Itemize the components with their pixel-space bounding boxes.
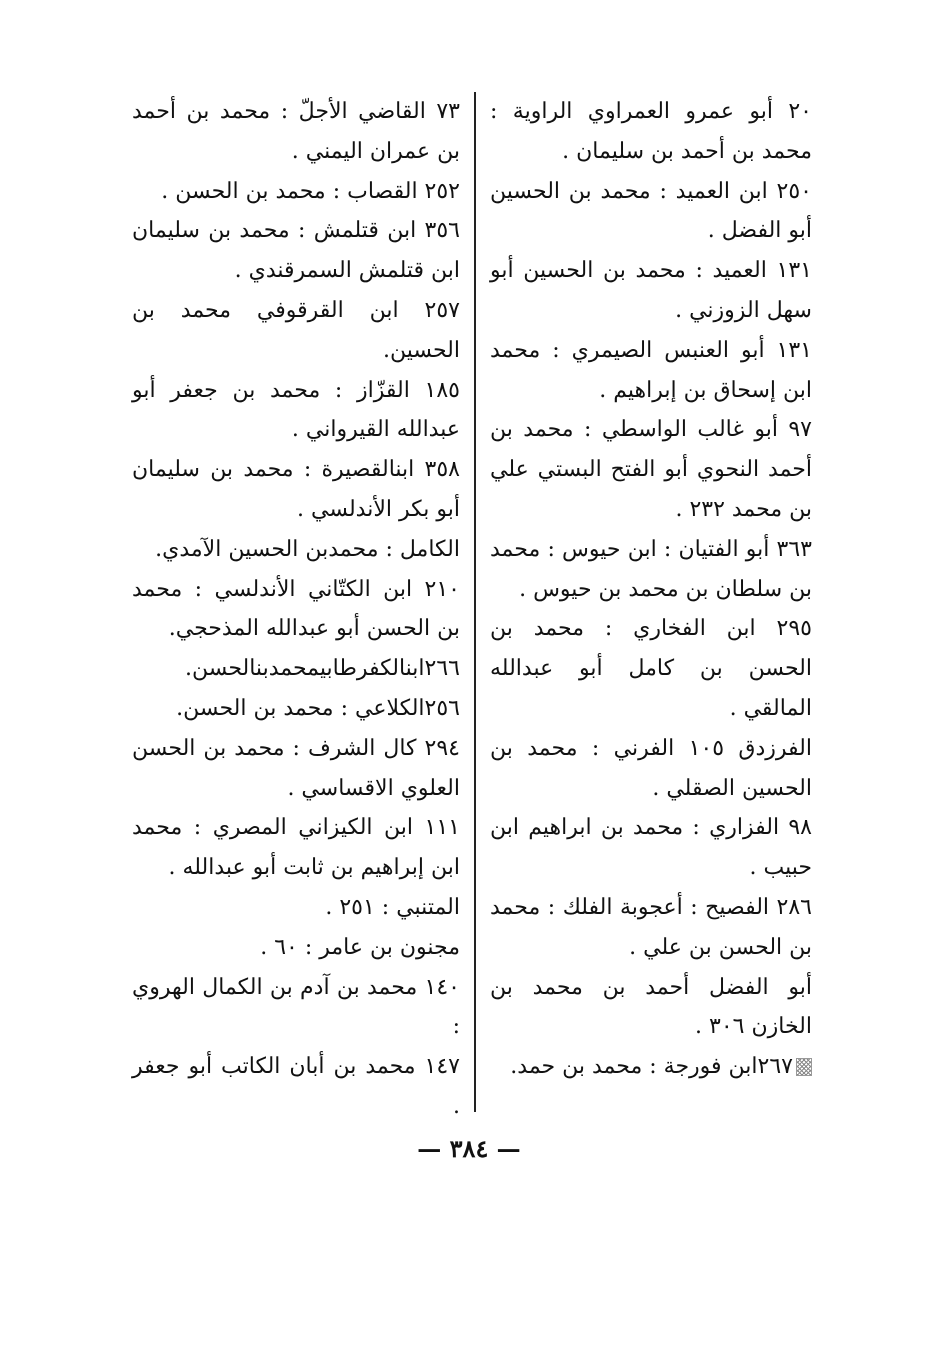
page-number: — ٣٨٤ — <box>417 1134 521 1163</box>
index-entry: ٣٥٨ ابنالقصيرة : محمد بن سليمان أبو بكر الأندلسي . <box>132 457 460 522</box>
index-entry: ٢٥٢ القصاب : محمد بن الحسن . <box>161 178 460 204</box>
index-entry: ٢٠ أبو عمرو العمراوي الراوية : محمد بن أحمد بن سليمان . <box>490 99 812 164</box>
index-entry-text: ٢٦٧ابن فورجة : محمد بن حمد. <box>510 1054 793 1080</box>
index-entry: ٩٨ الفزاري : محمد بن ابراهيم ابن حبيب . <box>490 815 812 881</box>
index-entry: ٢١٠ ابن الكتّاني الأندلسي : محمد بن الحسن أبو عبدالله المذحجي. <box>132 576 460 642</box>
index-entry: ٢٨٦ الفصيح : أعجوبة الفلك : محمد بن الحسن بن علي . <box>490 894 812 960</box>
index-entry: ١٣١ أبو العنبس الصيمري : محمد ابن إسحاق بن إبراهيم . <box>490 337 812 403</box>
index-entry: ٣٥٦ ابن قتلمش : محمد بن سليمان ابن قتلمش السمرقندي . <box>132 218 460 284</box>
index-entry: ١١١ ابن الكيزاني المصري : محمد ابن إبراهيم بن ثابت أبو عبدالله . <box>132 815 460 881</box>
index-entry: أبو الفضل أحمد بن محمد بن الخازن ٣٠٦ . <box>490 974 812 1040</box>
index-entry: ٢٩٤ كال الشرف : محمد بن الحسن العلوي الاقساسي . <box>132 735 460 801</box>
index-entry: ٢٦٦ابنالكفرطابيمحمدبنالحسن. <box>184 656 460 682</box>
index-entry: ١٤٠ محمد بن آدم بن الكمال الهروي : <box>132 974 460 1040</box>
index-entry: ٢٥٧ ابن القرقوفي محمد بن الحسين. <box>132 297 460 363</box>
index-entry: المتنبي : ٢٥١ . <box>325 894 460 920</box>
index-entry: ٧٣ القاضي الأجلّ : محمد بن أحمد بن عمران اليمني . <box>132 99 460 164</box>
library-stamp-icon <box>796 1058 812 1076</box>
left-column <box>132 92 460 1127</box>
index-entry: الفرزدق ١٠٥ الفرني : محمد بن الحسين الصقلي . <box>490 735 812 801</box>
index-entry: مجنون بن عامر : ٦٠ . <box>260 934 460 960</box>
column-divider <box>474 92 476 1112</box>
index-entry: ٩٧ أبو غالب الواسطي : محمد بن أحمد النحوي أبو الفتح البستي علي بن محمد ٢٣٢ . <box>490 417 812 522</box>
index-entry: ١٣١ العميد : محمد بن الحسين أبو سهل الزوزني . <box>490 258 812 323</box>
index-entry: ٢٥٦الكلاعي : محمد بن الحسن. <box>176 695 460 721</box>
index-entry: ٢٩٥ ابن الفخاري : محمد بن الحسن بن كامل أبو عبدالله المالقي . <box>490 616 812 721</box>
index-entry-last <box>490 1047 812 1087</box>
index-entry: ١٤٧ محمد بن أبان الكاتب أبو جعفر . <box>132 1054 460 1119</box>
index-entry: ٣٦٣ أبو الفتيان : ابن حيوس : محمد بن سلطان بن محمد بن حيوس . <box>490 536 812 602</box>
index-entry: الكامل : محمدبن الحسين الآمدي. <box>155 536 460 562</box>
right-column <box>490 92 812 1087</box>
index-entry: ٢٥٠ ابن العميد : محمد بن الحسين أبو الفضل . <box>490 178 812 244</box>
index-entry: ١٨٥ القزّاز : محمد بن جعفر أبو عبدالله القيرواني . <box>132 377 460 443</box>
